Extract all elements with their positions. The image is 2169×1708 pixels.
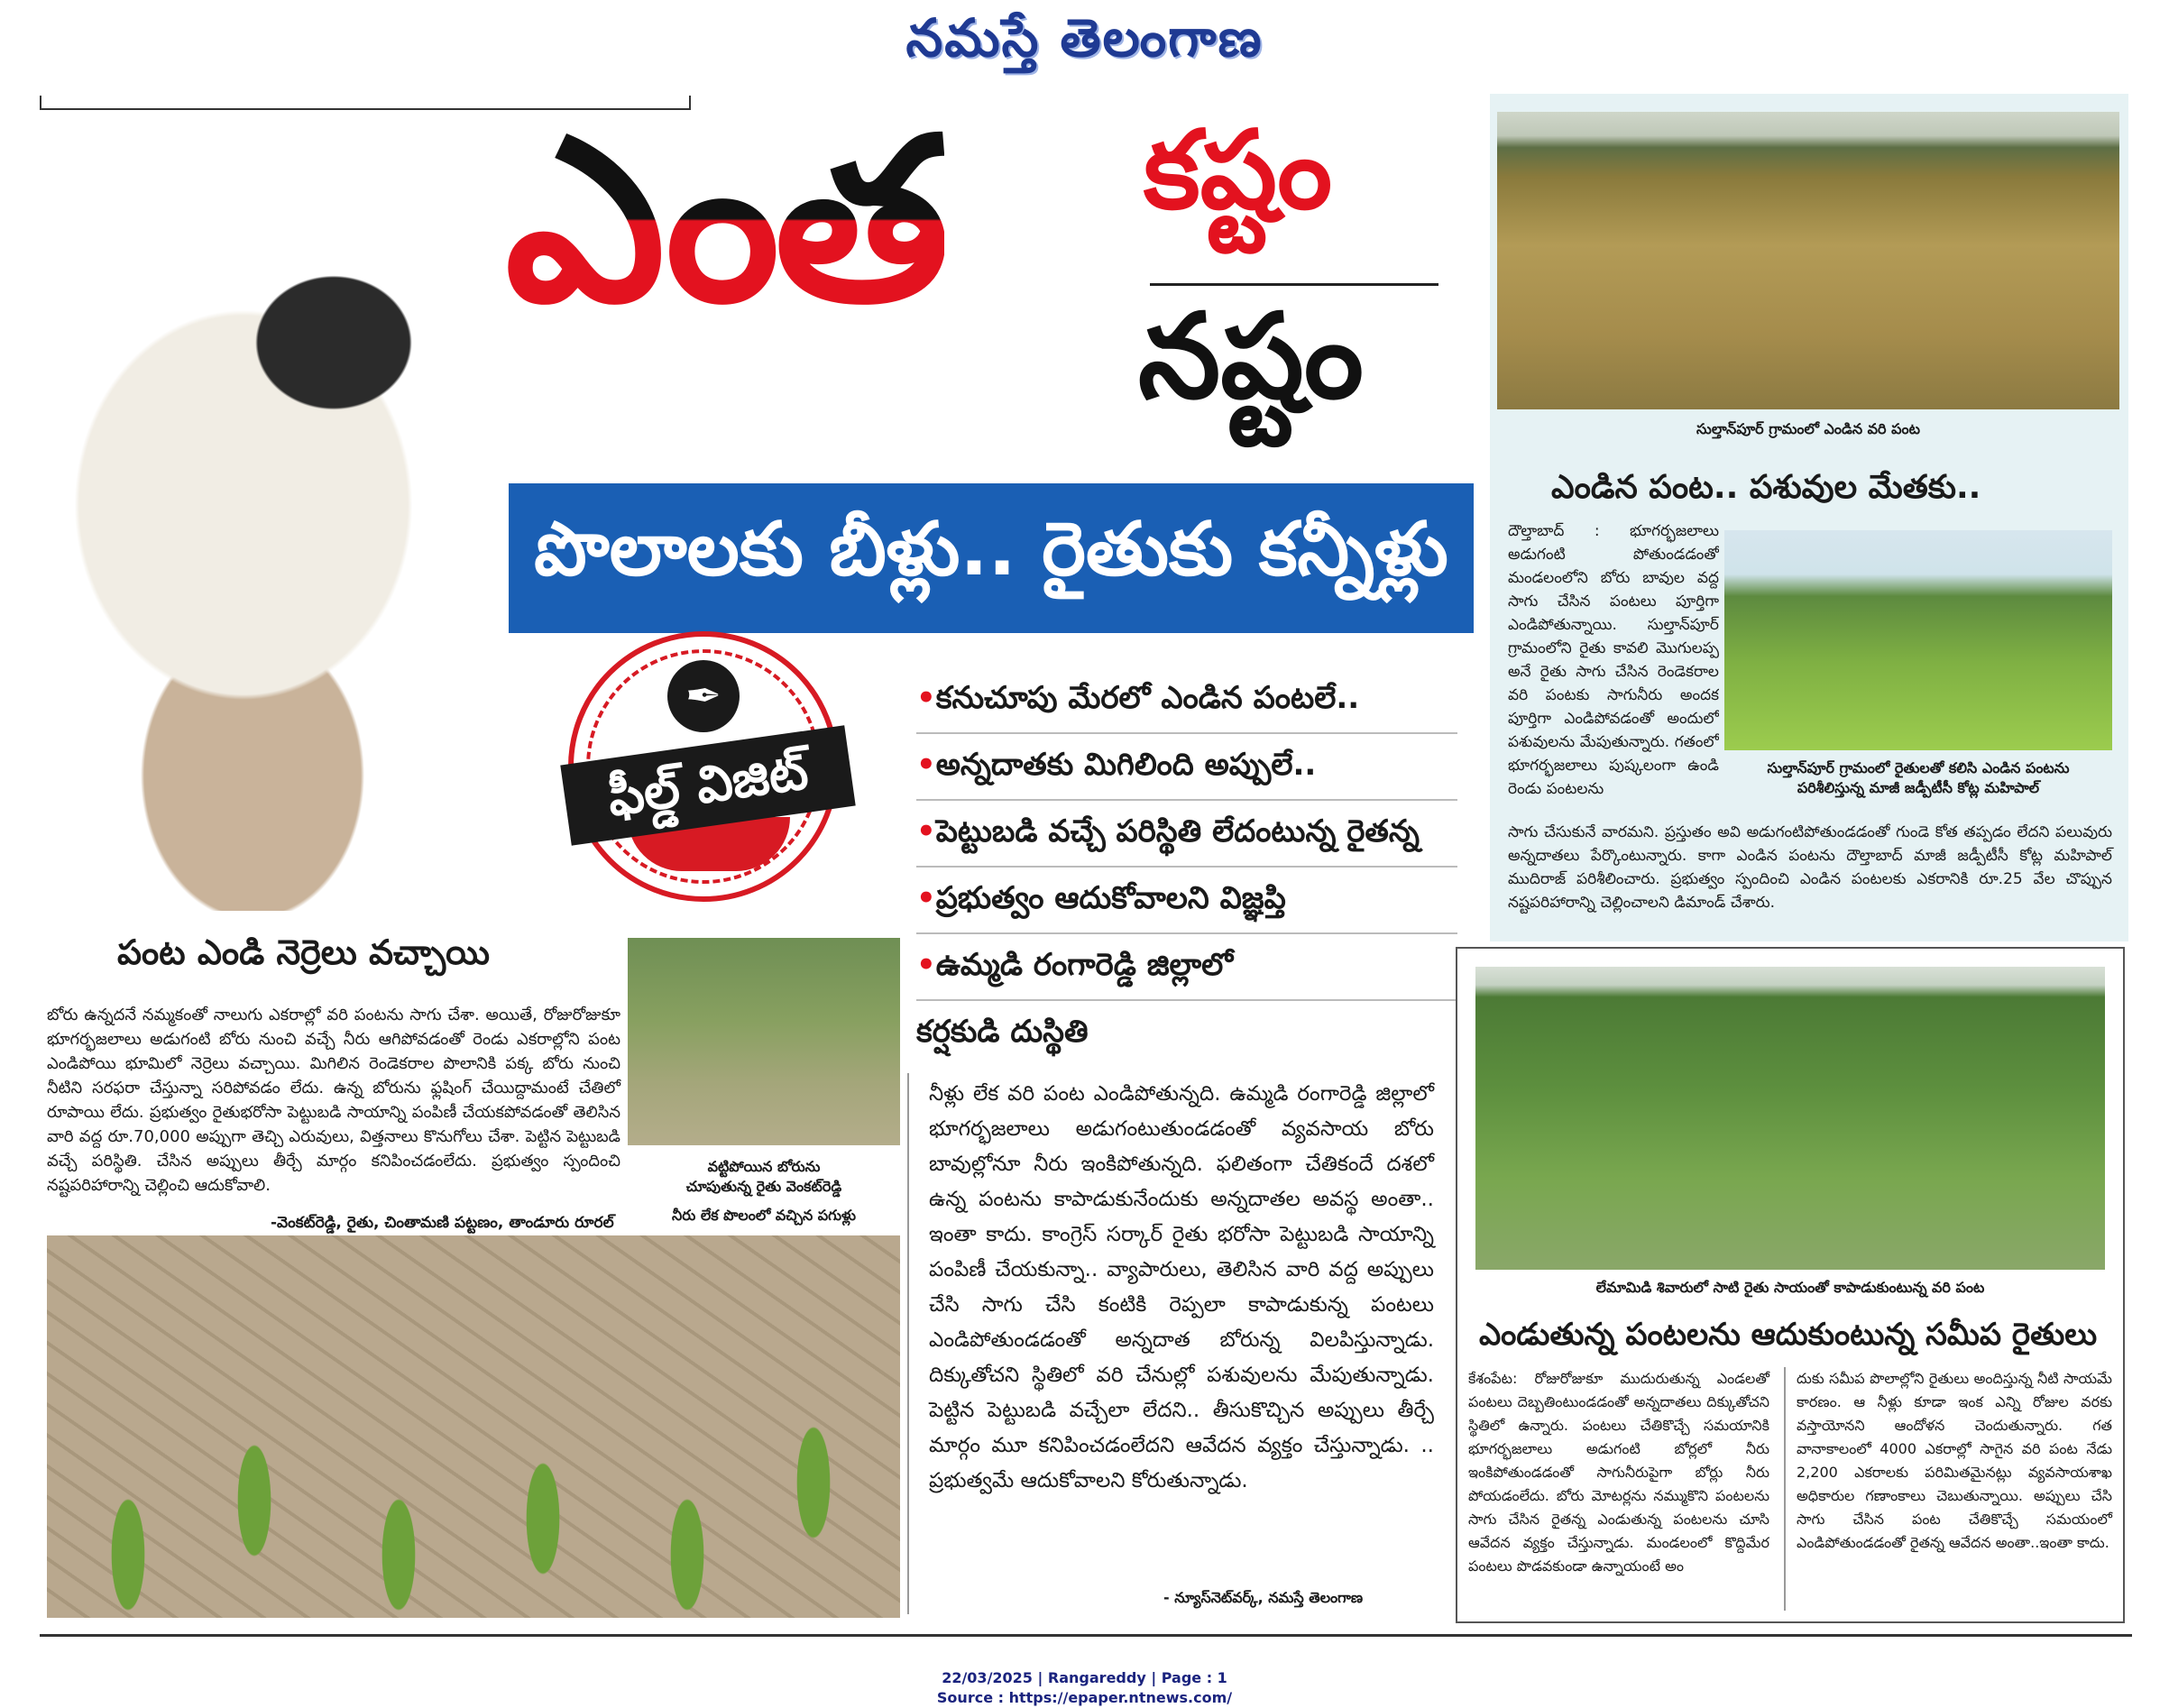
photo-caption: పరిశీలిస్తున్న మాజీ జడ్పీటీసీ కోట్ల మహిపాల్ (1797, 779, 2040, 796)
bullet-dot-icon: • (916, 747, 936, 783)
farmer-photo (36, 144, 496, 911)
bullet-dot-icon: • (916, 813, 936, 849)
bottom-rule (40, 1634, 2132, 1637)
bullet-item: •ఉమ్మడి రంగారెడ్డి జిల్లాలో (916, 934, 1457, 1001)
pen-icon: ✒ (667, 660, 740, 732)
footer-date-line: 22/03/2025 | Rangareddy | Page : 1 (942, 1669, 1227, 1686)
dry-paddy-photo (1497, 112, 2119, 409)
left-story-title: పంట ఎండి నెర్రెలు వచ్చాయి (117, 932, 491, 972)
borewell-farmer-photo (628, 938, 900, 1145)
footer-source-line: Source : https://epaper.ntnews.com/ (936, 1689, 1233, 1706)
page-footer (0, 1668, 2169, 1708)
right-bottom-col2: దుకు సమీప పొలాల్లోని రైతులు అందిస్తున్న నీటి సాయమే కారణం. ఆ నీళ్లు కూడా ఇంక ఎన్ని రోజుల వరకు వస్తాయోనని ఆందోళన చెందుతున్నారు. గత వానాకాలంలో 4000 ఎకరాల్లో సాగైన వరి పంట నేడు 2,200 ఎకరాలకు పరిమితమైనట్లు వ్యవసాయశాఖ అధికారుల గణాంకాలు చెబుతున్నాయి. అప్పులు చేసి సాగు చేసిన పంట చేతికొచ్చే సమయంలో ఎండిపోతుండడంతో రైతన్న ఆవేదన అంతా..ఇంతా కాదు. (1797, 1370, 2112, 1551)
center-story-byline: - న్యూస్‌నెట్‌వర్క్, నమస్తే తెలంగాణ (1163, 1589, 1364, 1606)
field-visit-seal (568, 631, 839, 902)
seal-label: ఫీల్డ్ విజిట్ (560, 725, 855, 845)
photo-caption: లేమామిడి శివారులో సాటి రైతు సాయంతో కాపాడుకుంటున్న వరి పంట (1595, 1279, 1985, 1296)
photo-caption: వట్టిపోయిన బోరును (707, 1158, 821, 1175)
photo-caption: నీరు లేక పొలంలో వచ్చిన పగుళ్లు (672, 1207, 856, 1224)
bullet-dot-icon: • (916, 880, 936, 916)
green-paddy-photo (1475, 967, 2105, 1270)
right-top-body-narrow: దౌల్తాబాద్ : భూగర్భజలాలు అడుగంటి పోతుండడంతో మండలంలోని బోరు బావుల వద్ద సాగు చేసిన పంటలు పూర్తిగా ఎండిపోతున్నాయి. సుల్తాన్‌పూర్ గ్రామంలోని రైతు కావలి మొగులప్ప అనే రైతు సాగు చేసిన రెండెకరాల వరి పంటకు సాగునీరు అందక పూర్తిగా ఎండిపోవడంతో అందులో పశువులను మేపుతున్నారు. గతంలో భూగర్భజలాలు పుష్కలంగా ఉండి రెండు పంటలను (1508, 522, 1719, 798)
cracked-field-photo (47, 1235, 900, 1618)
headline-black-word: నష్టం (1138, 288, 1364, 425)
bullet-item: •ప్రభుత్వం ఆదుకోవాలని విజ్ఞప్తి (916, 868, 1457, 934)
headline-divider (1150, 283, 1438, 286)
bullet-list (916, 667, 1457, 1066)
photo-caption: సుల్తాన్‌పూర్ గ్రామంలో ఎండిన వరి పంట (1696, 420, 1920, 437)
right-top-title: ఎండిన పంట.. పశువుల మేతకు.. (1551, 469, 1981, 506)
bullet-item: •పెట్టుబడి వచ్చే పరిస్థితి లేదంటున్న రైతన్న (916, 801, 1457, 868)
photo-caption: చూపుతున్న రైతు వెంకట్‌రెడ్డి (685, 1178, 842, 1195)
right-bottom-title: ఎండుతున్న పంటలను ఆదుకుంటున్న సమీప రైతులు (1479, 1317, 2098, 1353)
right-bottom-col1: కేశంపేట: రోజురోజుకూ ముదురుతున్న ఎండలతో పంటలు దెబ్బతింటుండడంతో అన్నదాతలు దిక్కుతోచని స్థితిలో ఉన్నారు. పంటలు చేతికొచ్చే సమయానికి భూగర్భజలాలు అడుగంటి బోర్లలో నీరు ఇంకిపోతుండడంతో సాగునీరుపైగా బోర్లు నీరు పోయడంలేదు. బోరు మోటర్లను నమ్ముకొని పంటలను సాగు చేసిన రైతన్న ఎండుతున్న పంటలను చూసి ఆవేదన వ్యక్తం చేస్తున్నాడు. మండలంలో కొద్దిమేర పంటలు పొడవకుండా ఉన్నాయంటే అం (1468, 1370, 1769, 1575)
bullet-dot-icon: • (916, 680, 936, 716)
bullet-item: కర్షకుడి దుస్థితి (916, 1014, 1089, 1050)
column-separator (1784, 1367, 1786, 1611)
left-story-body: బోరు ఉన్నదనే నమ్మకంతో నాలుగు ఎకరాల్లో వరి పంటను సాగు చేశా. అయితే, రోజురోజుకూ భూగర్భజలాలు అడుగంటి బోరు నుంచి వచ్చే నీరు ఆగిపోవడంతో రెండు ఎకరాల్లోని పంట ఎండిపోయి భూమిలో నెర్రెలు వచ్చాయి. మిగిలిన రెండెకరాల పొలానికి పక్క బోరు నుంచి నీటిని సరఫరా చేస్తున్నా సరిపోవడం లేదు. ఉన్న బోరును ఫ్లషింగ్ చేయిద్దామంటే చేతిలో రూపాయి లేదు. ప్రభుత్వం రైతుభరోసా పెట్టుబడి సాయాన్ని పంపిణీ చేయకపోవడంతో తెలిసిన వారి వద్ద రూ.70,000 అప్పుగా తెచ్చి ఎరువులు, విత్తనాలు కొనుగోలు చేశా. పెట్టిన పెట్టుబడి వచ్చే పరిస్థితి. చేసిన అప్పులు తీర్చే మార్గం కనిపించడంలేదు. ప్రభుత్వం స్పందించి నష్టపరిహారాన్ని చెల్లించి ఆదుకోవాలి. (47, 1006, 620, 1195)
headline-red-word: కష్టం (1144, 108, 1333, 234)
officials-in-field-photo (1724, 530, 2112, 750)
column-separator (907, 1073, 909, 1614)
headline-big-word: ఎంత (505, 89, 944, 352)
left-story-byline: -వెంకట్‌రెడ్డి, రైతు, చింతామణి పట్టణం, తాండూరు రూరల్ (271, 1214, 614, 1232)
subhead-band (509, 483, 1474, 633)
masthead: నమస్తే తెలంగాణ (905, 7, 1264, 69)
right-top-body-wide: సాగు చేసుకునే వారమని. ప్రస్తుతం అవి అడుగంటిపోతుండడంతో గుండె కోత తప్పడం లేదని పలువురు అన్నదాతలు పేర్కొంటున్నారు. కాగా ఎండిన పంటను దౌల్తాబాద్ మాజీ జడ్పీటీసీ కోట్ల మహిపాల్ ముదిరాజ్ పరిశీలించారు. ప్రభుత్వం స్పందించి ఎండిన పంటలకు ఎకరానికి రూ.25 వేల చొప్పున నష్టపరిహారాన్ని చెల్లించాలని డిమాండ్ చేశారు. (1508, 823, 2112, 912)
bullet-dot-icon: • (916, 947, 936, 983)
bullet-item: •అన్నదాతకు మిగిలింది అప్పులే.. (916, 734, 1457, 801)
center-story-body: నీళ్లు లేక వరి పంట ఎండిపోతున్నది. ఉమ్మడి రంగారెడ్డి జిల్లాలో భూగర్భజలాలు అడుగంటుతుండడంతో వ్యవసాయ బోరు బావుల్లోనూ నీరు ఇంకిపోతున్నది. ఫలితంగా చేతికందే దశలో ఉన్న పంటను కాపాడుకునేందుకు అన్నదాతల అవస్థ అంతా.. ఇంతా కాదు. కాంగ్రెస్ సర్కార్ రైతు భరోసా పెట్టుబడి సాయాన్ని పంపిణీ చేయకున్నా.. వ్యాపారులు, తెలిసిన వారి వద్ద అప్పులు చేసి సాగు చేసి కంటికి రెప్పలా కాపాడుకున్న పంటలు ఎండిపోతుండడంతో అన్నదాత బోరున్న విలపిస్తున్నాడు. దిక్కుతోచని స్థితిలో వరి చేనుల్లో పశువులను మేపుతున్నాడు. పెట్టిన పెట్టుబడి వచ్చేలా లేదని.. తీసుకొచ్చిన అప్పులు తీర్చే మార్గం మూ కనిపించడంలేదని ఆవేదన వ్యక్తం చేస్తున్నాడు. .. ప్రభుత్వమే ఆదుకోవాలని కోరుతున్నాడు. (929, 1082, 1434, 1492)
bullet-item: •కనుచూపు మేరలో ఎండిన పంటలే.. (916, 667, 1457, 734)
photo-caption: సుల్తాన్‌పూర్ గ్రామంలో రైతులతో కలిసి ఎండిన పంటను (1767, 759, 2070, 776)
subhead-text: పొలాలకు బీళ్లు.. రైతుకు కన్నీళ్లు (534, 506, 1448, 592)
